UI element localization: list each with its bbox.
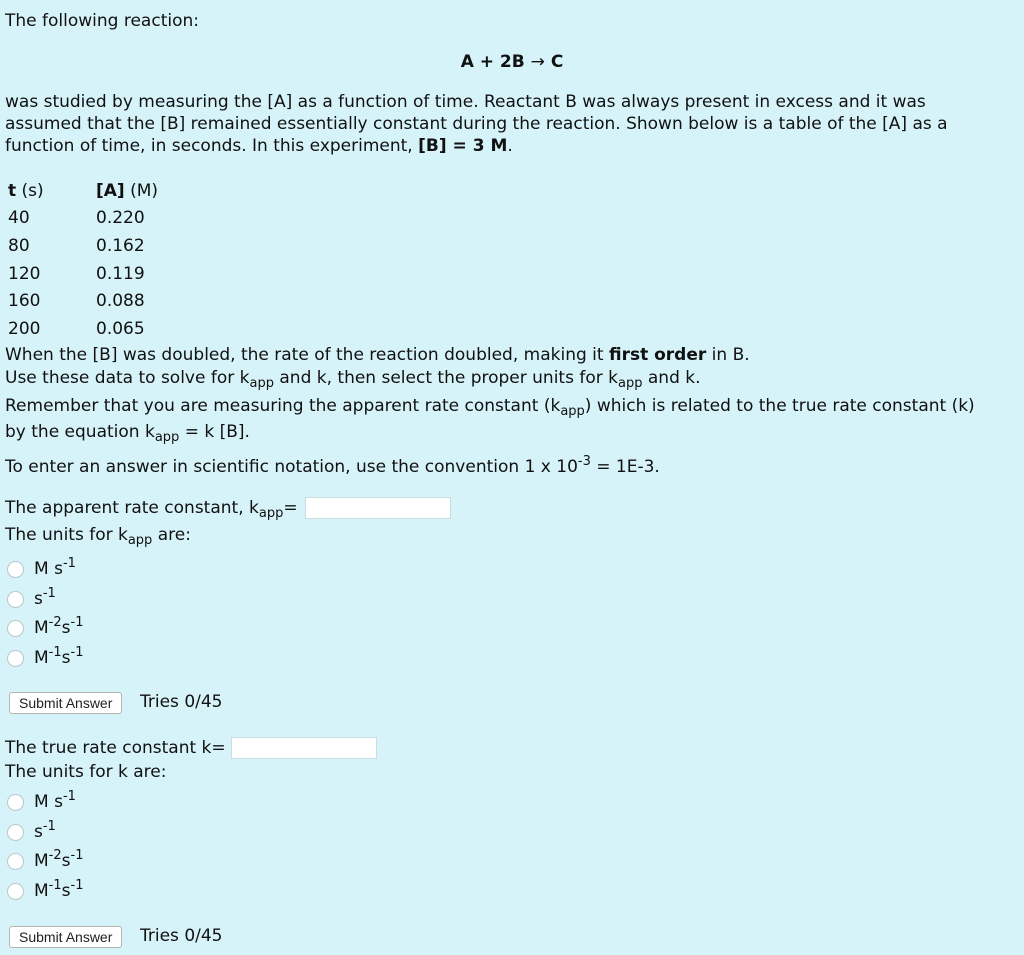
option-label: $s^{-1}$ — [34, 819, 56, 842]
table-row: 80 0.162 — [8, 235, 145, 256]
k-input[interactable] — [231, 737, 377, 759]
intro-text: The following reaction: — [5, 11, 199, 31]
description-paragraph — [5, 91, 948, 157]
tries-counter: Tries 0/45 — [140, 692, 223, 712]
option-label: $M^{-2}s^{-1}$ — [34, 848, 84, 871]
radio-button[interactable] — [7, 794, 24, 811]
kapp-input[interactable] — [305, 497, 451, 519]
radio-button[interactable] — [7, 883, 24, 900]
equation-lhs: A + 2B — [460, 52, 525, 72]
k-unit-option[interactable] — [7, 880, 83, 902]
option-label: M $s^{-1}$ — [34, 789, 76, 812]
k-question: The true rate constant k= — [5, 737, 377, 759]
header-concentration: [A] (M) — [96, 180, 159, 201]
table-row: 160 0.088 — [8, 291, 145, 312]
description-line: was studied by measuring the [A] as a function of time. Reactant B was always present in excess and it was — [5, 92, 926, 112]
scientific-notation-note: To enter an answer in scientific notation, use the convention 1 x $10^{-3} = 1E-3$. — [5, 454, 660, 477]
radio-button[interactable] — [7, 824, 24, 841]
option-label: $M^{-2}s^{-1}$ — [34, 615, 84, 638]
description-line: assumed that the [B] remained essentially constant during the reaction. Shown below is a table of the [A] as a — [5, 114, 948, 134]
radio-button[interactable] — [7, 650, 24, 667]
radio-button[interactable] — [7, 591, 24, 608]
remember-note: Remember that you are measuring the apparent rate constant $(k_{app})$ which is related to the true rate constant (k) — [5, 396, 975, 419]
table-row: 200 0.065 — [8, 318, 145, 339]
instructions-note: Use these data to solve for $k_{app}$ and k, then select the proper units for $k_{app}$ and k. — [5, 368, 701, 391]
concentration-b: [B] = 3 M — [418, 136, 508, 156]
header-time: t (s) — [8, 180, 44, 201]
reaction-equation — [0, 51, 1024, 73]
table-header-row — [5, 177, 158, 205]
first-order-note: When the [B] was doubled, the rate of the reaction doubled, making it first order in B. — [5, 345, 750, 365]
kapp-unit-option[interactable] — [7, 647, 83, 669]
kapp-unit-option[interactable] — [7, 617, 83, 639]
option-label: $s^{-1}$ — [34, 586, 56, 609]
k-unit-option[interactable] — [7, 850, 83, 872]
kapp-units-label: The units for $k_{app}$ are: — [5, 525, 191, 548]
k-unit-option[interactable] — [7, 821, 56, 843]
table-row: 120 0.119 — [8, 263, 145, 284]
equation-rhs: C — [550, 52, 564, 72]
kapp-question: The apparent rate constant, $k_{app}=$ — [5, 497, 451, 519]
k-units-label: The units for k are: — [5, 762, 167, 782]
radio-button[interactable] — [7, 561, 24, 578]
equation-arrow: → — [530, 52, 545, 72]
relation-note: by the equation $k_{app} = k$ [B]. — [5, 422, 250, 445]
concentration-table — [5, 177, 158, 343]
kapp-unit-option[interactable] — [7, 588, 56, 610]
table-row: 40 0.220 — [8, 208, 145, 229]
tries-counter: Tries 0/45 — [140, 926, 223, 946]
k-unit-option[interactable] — [7, 791, 76, 813]
option-label: M $s^{-1}$ — [34, 556, 76, 579]
description-line: function of time, in seconds. In this experiment, [B] = 3 M. — [5, 136, 513, 156]
option-label: $M^{-1}s^{-1}$ — [34, 645, 84, 668]
option-label: $M^{-1}s^{-1}$ — [34, 878, 84, 901]
radio-button[interactable] — [7, 853, 24, 870]
kapp-unit-option[interactable] — [7, 558, 76, 580]
submit-answer-button[interactable]: Submit Answer — [9, 926, 122, 948]
submit-answer-button[interactable]: Submit Answer — [9, 692, 122, 714]
radio-button[interactable] — [7, 620, 24, 637]
